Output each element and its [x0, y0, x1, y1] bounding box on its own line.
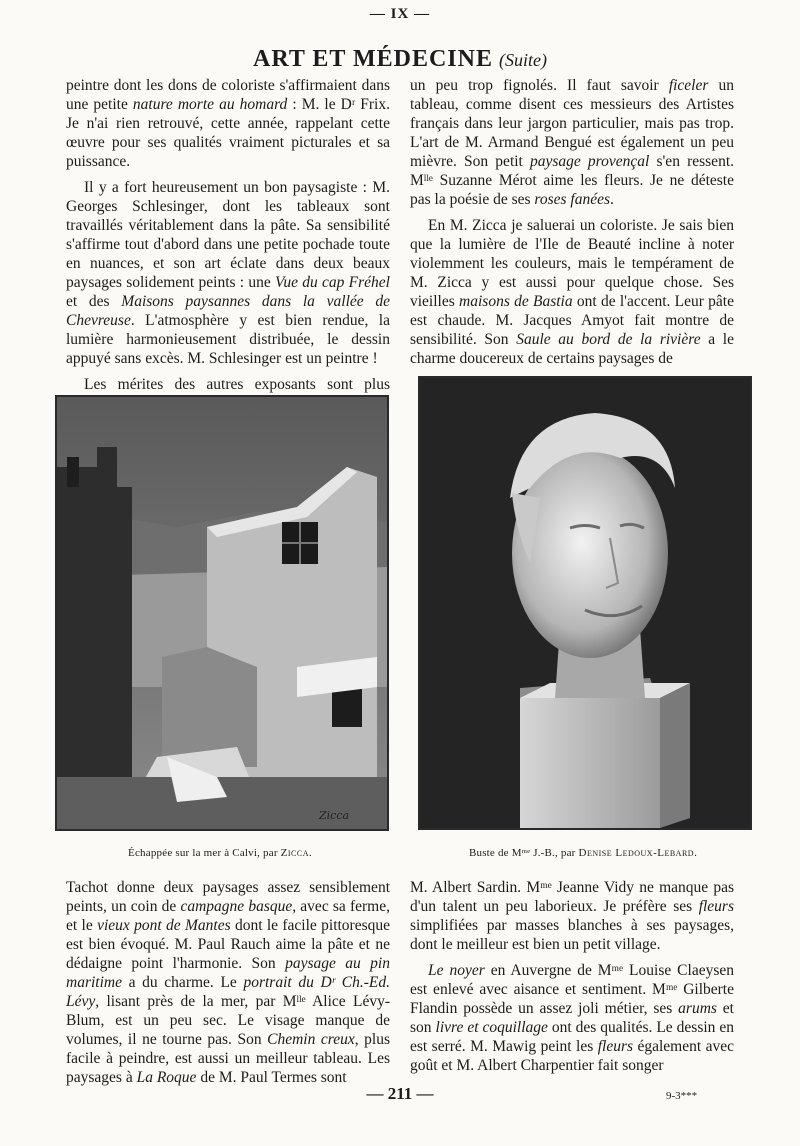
artwork-title: Chemin creux — [267, 1031, 355, 1048]
painting-calvi — [55, 395, 389, 831]
title-text: ART ET MÉDECINE — [253, 46, 493, 72]
column-bottom-left — [66, 878, 390, 1094]
paragraph — [66, 878, 390, 1087]
print-code: 9-3*** — [666, 1090, 698, 1102]
text-run: peintre dont les dons de coloriste s'affirmaient dans une petite — [66, 77, 390, 113]
text-run: un peu trop fignolés. Il faut savoir — [410, 77, 669, 94]
caption-left-artist: Zicca — [280, 847, 309, 859]
caption-right-artist: Denise Ledoux-Lebard — [578, 847, 695, 859]
artwork-title: paysage au pin maritime — [66, 955, 390, 991]
text-run: Il y a fort heureusement un bon paysagiste : M. Georges Schlesinger, dont les tableaux sont travaillés véritablement dans la pâte. Sa sensibilité s'affirme tout d'abord dans une petite pochade toute en nuances, et son art éclate dans deux beaux paysages solidement peints : une — [66, 179, 390, 291]
text-run: M. Albert Sardin. Mᵐᵉ Jeanne Vidy ne manque pas d'un talent un peu laborieux. Je préfère ses — [410, 879, 734, 915]
text-run: de M. Paul Termes sont — [196, 1069, 347, 1086]
artwork-title: La Roque — [136, 1069, 197, 1086]
column-bottom-right — [410, 878, 734, 1082]
text-run: . — [610, 191, 614, 208]
paragraph — [66, 76, 390, 171]
text-run: Les mérites des autres exposants sont plus — [84, 376, 390, 393]
artwork-title: paysage provençal — [530, 153, 650, 170]
text-run: également avec goût et M. Albert Charpentier fait songer — [410, 1038, 734, 1074]
text-run: en Auvergne de Mᵐᵉ Louise Claeysen est enlevé avec aisance et sentiment. Mᵐᵉ Gilberte Flandin possède un assez joli métier, ses — [410, 962, 735, 1017]
artwork-title: portrait du Dʳ Ch.-Ed. Lévy — [66, 974, 390, 1010]
text-run: a le charme doucereux de certains paysages de — [410, 331, 734, 367]
paragraph — [410, 961, 734, 1075]
artwork-title: fleurs — [597, 1038, 634, 1055]
artwork-title: fleurs — [698, 898, 734, 915]
column-top-left — [66, 76, 390, 420]
paragraph — [410, 878, 734, 954]
caption-right-text: Buste de Mᵐᵉ J.-B., par — [468, 847, 579, 859]
text-run: , avec sa ferme, et le — [66, 898, 390, 934]
caption-right-end: . — [694, 847, 698, 859]
artwork-title: Vue du cap Fréhel — [275, 274, 390, 291]
text-run: s'en ressent. Mˡˡᵉ Suzanne Mérot aime les fleurs. Je ne déteste pas la poésie de ses — [410, 153, 734, 208]
artwork-title: maisons de Bastia — [459, 293, 573, 310]
caption-left-text: Échappée sur la mer à Calvi, par — [128, 847, 281, 859]
page-number: — 211 — — [366, 1084, 434, 1103]
text-run: En M. Zicca je saluerai un coloriste. Je sais bien que la lumière de l'Ile de Beauté incline à noter violemment les couleurs, mais le tempérament de M. Zicca y est aussi pour quelque chose. Ses vieilles — [410, 217, 734, 310]
artwork-title: nature morte au homard — [132, 96, 288, 113]
text-run: simplifiées par masses blanches à ses paysages, dont le meilleur est bien un petit village. — [410, 917, 734, 953]
text-run: , lisant près de la mer, par Mˡˡᵉ Alice Lévy-Blum, est un peu sec. Le visage manque de volumes, il ne tourne pas. Son — [66, 993, 390, 1048]
caption-left-end: . — [308, 847, 312, 859]
artwork-title: Maisons paysannes dans la vallée de Chevreuse — [66, 293, 390, 329]
text-run: a du charme. Le — [121, 974, 244, 991]
artwork-title: Saule au bord de la rivière — [516, 331, 701, 348]
section-number: — IX — — [369, 6, 431, 22]
artwork-title: campagne basque — [180, 898, 293, 915]
page-title — [0, 44, 800, 75]
text-run: ont des qualités. Le dessin en est serré. M. Mawig peint les — [410, 1019, 734, 1055]
artwork-title: livre et coquillage — [435, 1019, 548, 1036]
text-run: ont de l'accent. Leur pâte est chaude. M. Jacques Amyot fait montre de sensibilité. Son — [410, 293, 734, 348]
column-top-right — [410, 76, 734, 375]
artwork-title: vieux pont de Mantes — [97, 917, 231, 934]
paragraph — [66, 178, 390, 368]
caption-right — [418, 846, 748, 860]
artwork-title: ficeler — [668, 77, 709, 94]
text-run: Tachot donne deux paysages assez sensiblement peints, un coin de — [66, 879, 390, 915]
paragraph — [410, 76, 734, 209]
caption-left — [55, 846, 385, 860]
text-run: dont le facile pittoresque est bien évoqué. M. Paul Rauch aime la pâte et ne dédaigne point l'harmonie. Son — [66, 917, 391, 972]
artwork-title: roses fanées — [534, 191, 611, 208]
painting-calvi-image — [57, 397, 387, 829]
paragraph — [410, 216, 734, 368]
text-run: , plus facile à peindre, est aussi un meilleur tableau. Les paysages à — [66, 1031, 390, 1086]
sculpture-bust-image — [420, 378, 750, 828]
artwork-title: arums — [678, 1000, 717, 1017]
text-run: : M. le Dʳ Frix. Je n'ai rien retrouvé, cette année, rappelant cette œuvre pour ses qualités vraiment picturales et sa puissance. — [66, 96, 390, 170]
text-run: et son — [410, 1000, 734, 1036]
painting-signature: Zicca — [319, 809, 350, 822]
text-run: . L'atmosphère y est bien rendue, la lumière harmonieusement distribuée, le dessin appuyé sans excès. M. Schlesinger est un peintre ! — [66, 312, 390, 367]
artwork-title: Le noyer — [428, 962, 485, 979]
text-run: un tableau, comme disent ces messieurs des Artistes français dans leur jargon particulier, mais pas trop. L'art de M. Armand Bengué est également un peu mièvre. Son petit — [410, 77, 735, 170]
text-run: et des — [66, 293, 122, 310]
title-suite: (Suite) — [499, 50, 547, 70]
sculpture-bust — [418, 376, 752, 830]
